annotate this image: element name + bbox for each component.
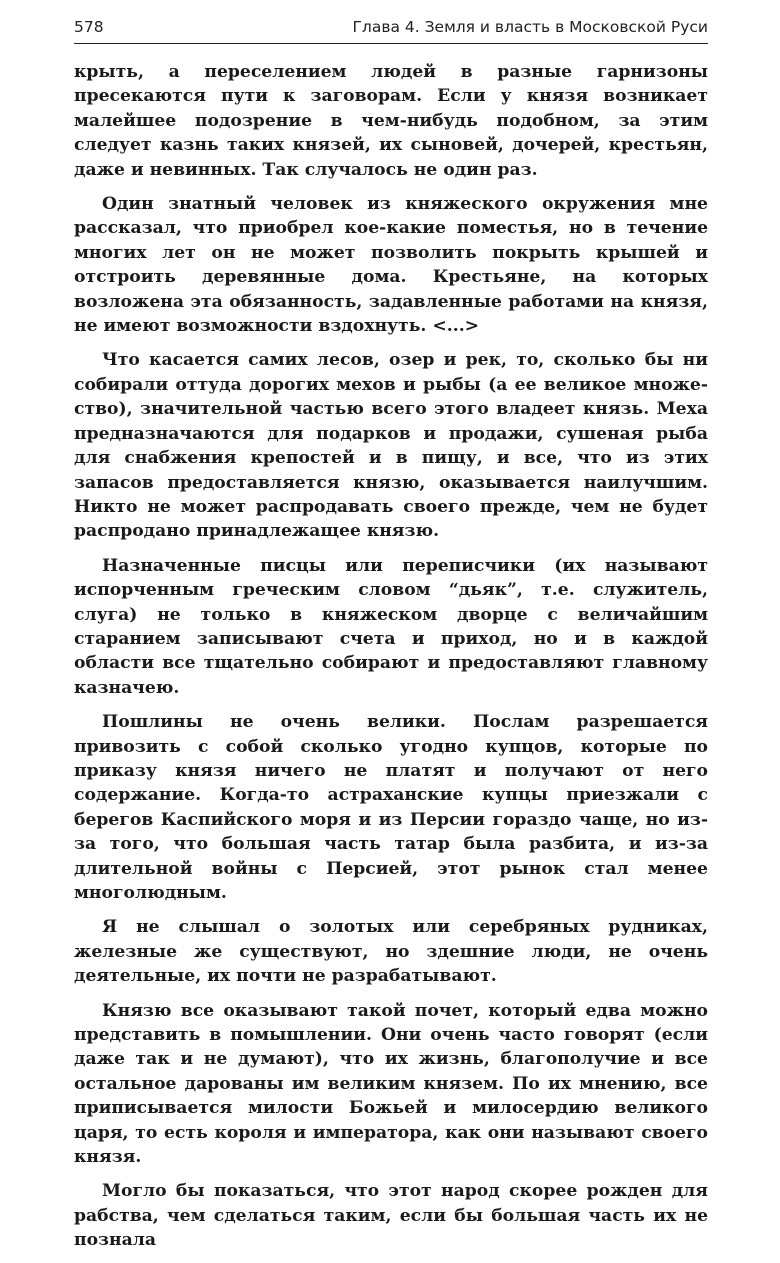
paragraph: Что касается самих лесов, озер и рек, то, сколько бы ни собирали оттуда дорогих мехов и рыбы (а ее великое множество), значительной частью всего этого владеет князь. Меха предназначаются для подарков и продажи, сушеная рыба для снабжения крепостей и в пищу, и все, что из этих запасов предоставляется князю, оказывается наилучшим. Никто не может распродавать своего прежде, чем не будет распродано принадлежащее князю. [74, 350, 708, 542]
paragraph: Назначенные писцы или переписчики (их называют испорченным греческим словом “дьяк”, т.е. служитель, слуга) не только в княжеском дворце с величайшим старанием записывают счета и приход, но и в каждой области все тщательно собирают и предоставляют главному казначею. [74, 555, 708, 698]
body-text [74, 60, 708, 1253]
running-title: Глава 4. Земля и власть в Московской Руси [352, 18, 708, 36]
page-number: 578 [74, 18, 104, 36]
running-header [74, 18, 708, 44]
paragraph: Могло бы показаться, что этот народ скорее рожден для рабства, чем сделаться таким, если бы большая часть их не познала [74, 1181, 708, 1251]
paragraph: Я не слышал о золотых или серебряных рудниках, железные же существуют, но здешние люди, не очень деятельные, их почти не разрабатывают. [74, 917, 708, 987]
paragraph: Один знатный человек из княжеского окружения мне рассказал, что приобрел кое-какие поместья, но в течение многих лет он не может позволить покрыть крышей и отстроить деревянные дома. Крестьяне, на которых возложена эта обязанность, задавленные работами на князя, не имеют возможности вздохнуть. <...> [74, 194, 708, 337]
book-page [74, 18, 708, 1263]
paragraph: Князю все оказывают такой почет, который едва можно представить в помышлении. Они очень часто говорят (если даже так и не думают), что их жизнь, благополучие и все остальное дарованы им великим князем. По их мнению, все приписывается милости Божьей и милосердию великого царя, то есть короля и императора, как они называют своего князя. [74, 1000, 708, 1168]
paragraph: крыть, а переселением людей в разные гарнизоны пресекаются пути к заговорам. Если у князя возникает малейшее подозрение в чем-нибудь подобном, за этим следует казнь таких князей, их сыновей, дочерей, крестьян, даже и невинных. Так случалось не один раз. [74, 62, 708, 180]
paragraph: Пошлины не очень велики. Послам разрешается привозить с собой сколько угодно купцов, которые по приказу князя ничего не платят и получают от него содержание. Когда-то астраханские купцы приезжали с берегов Каспийского моря и из Персии гораздо чаще, но из-за того, что большая часть татар была разбита, и из-за длительной войны с Персией, этот рынок стал менее многолюдным. [74, 712, 708, 903]
